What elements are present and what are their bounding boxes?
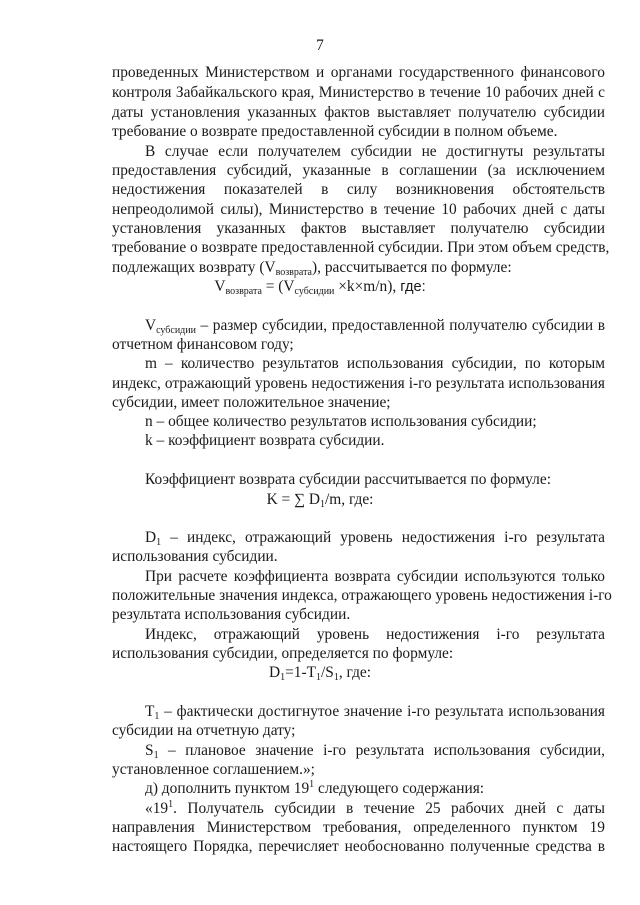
text-line: Индекс, отражающий уровень недостижения i-го результата xyxy=(145,626,605,643)
text-line: требование о возврате предоставленной субсидии. При этом объем средств, xyxy=(112,239,610,256)
text-line: требование о возврате предоставленной субсидии в полном объеме. xyxy=(112,123,558,140)
definition-d: $D_1$ – индекс, отражающий уровень недостижения i-го результата xyxy=(145,529,605,548)
definition-v: $V_{субсидии}$ – размер субсидии, предоставленной получателю субсидии в xyxy=(145,317,605,336)
text-line: проведенных Министерством и органами государственного финансового xyxy=(112,64,605,81)
text-line: При расчете коэффициента возврата субсидии используются только xyxy=(145,568,605,585)
text-line: В случае если получателем субсидии не достигнуты результаты xyxy=(145,143,605,160)
clause-19-1: «$19^1$. Получатель субсидии в течение 25 рабочих дней с даты xyxy=(145,799,605,817)
text-line: установления указанных фактов выставляет получателю субсидии xyxy=(112,220,605,237)
definition-m: m – количество результатов использования субсидии, по которым xyxy=(145,355,605,372)
text-line: предоставления субсидий, указанные в соглашении (за исключением xyxy=(112,162,605,179)
definition-t: $T_1$ – фактически достигнутое значение i-го результата использования xyxy=(145,703,605,722)
formula-index: $D_1=1-T_1/S_1$, где: xyxy=(268,664,372,683)
text-line: контроля Забайкальского края, Министерство в течение 10 рабочих дней с xyxy=(112,84,605,101)
text-line: установленное соглашением.»; xyxy=(112,761,315,778)
definition-k: k – коэффициент возврата субсидии. xyxy=(145,432,385,449)
text-line: субсидии, имеет положительное значение; xyxy=(112,394,391,411)
text-line: подлежащих возврату $(V_{возврата})$, рассчитывается по формуле: xyxy=(112,259,512,278)
formula-return-volume: $V_{возврата} = (V_{субсидии} \times k\times m/n)$, где: xyxy=(214,278,426,297)
text-line: субсидии на отчетную дату; xyxy=(112,722,296,739)
text-line: индекс, отражающий уровень недостижения i-го результата использования xyxy=(112,375,605,392)
amendment-item-d: д) дополнить пунктом $19^1$ следующего содержания: xyxy=(145,779,485,797)
coefficient-intro: Коэффициент возврата субсидии рассчитывается по формуле: xyxy=(145,471,551,488)
text-line: недостижения показателей в силу возникновения обстоятельств xyxy=(112,181,605,198)
definition-n: n – общее количество результатов использования субсидии; xyxy=(145,413,537,430)
text-line: использования субсидии. xyxy=(112,548,278,565)
text-line: непреодолимой силы), Министерство в течение 10 рабочих дней с даты xyxy=(112,201,605,218)
page-number: 7 xyxy=(316,37,324,54)
text-line: направления Министерством требования, определенного пунктом 19 xyxy=(112,819,605,836)
text-line: использования субсидии, определяется по формуле: xyxy=(112,645,454,662)
formula-coefficient: K = ∑ $D_1/m$, где: xyxy=(266,491,374,510)
definition-s: $S_1$ – плановое значение i-го результата использования субсидии, xyxy=(145,742,605,761)
text-line: даты установления указанных фактов выставляет получателю субсидии xyxy=(112,104,605,121)
text-line: результата использования субсидии. xyxy=(112,606,351,623)
text-line: положительные значения индекса, отражающего уровень недостижения i-го xyxy=(112,587,612,604)
text-line: настоящего Порядка, перечисляет необоснованно полученные средства в xyxy=(112,838,605,855)
text-line: отчетном финансовом году; xyxy=(112,336,294,353)
